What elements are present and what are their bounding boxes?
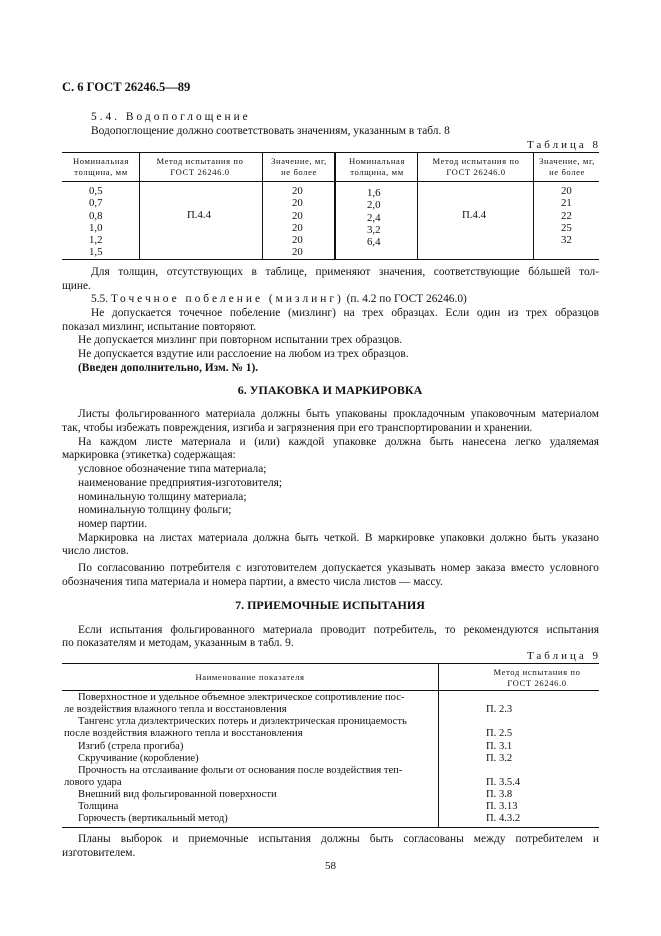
paragraph-line: показал мизлинг, испытание повторяют. <box>62 321 256 333</box>
table-cell: 1,0 <box>89 221 103 234</box>
t9-header-name: Наименование показателя <box>195 672 305 682</box>
table-cell: 3,2 <box>367 223 381 236</box>
table-row: Внешний вид фольгированной поверхности <box>78 789 277 800</box>
page-number: 58 <box>325 860 336 872</box>
table-cell: 0,5 <box>89 185 103 197</box>
table-cell: 25 <box>561 221 572 234</box>
paragraph-line: Маркировка на листах материала должна быть четкой. В маркировке упаковки должно быть указано <box>78 532 599 544</box>
section-5-5-number: 5.5. <box>91 293 109 305</box>
table-row: Поверхностное и удельное объемное электрическое сопротивление пос- <box>78 692 405 703</box>
t8-right-method: П.4.4 <box>462 209 486 221</box>
t8-left-method: П.4.4 <box>187 209 211 221</box>
t8-header-thickness: Номинальная толщина, мм <box>72 156 130 177</box>
table-cell: П. 3.2 <box>486 753 513 764</box>
table-row: Горючесть (вертикальный метод) <box>78 813 228 824</box>
table-cell: П. 3.5.4 <box>486 777 521 788</box>
table-cell: П. 3.8 <box>486 789 513 800</box>
table-cell: П. 2.3 <box>486 704 513 715</box>
t8-left-values-column <box>292 185 303 259</box>
table-cell: П. 3.13 <box>486 801 518 812</box>
table-row: лового удара <box>64 777 122 788</box>
table-row: Прочность на отслаивание фольги от основания после воздействия теп- <box>78 765 403 776</box>
paragraph-line: Для толщин, отсутствующих в таблице, применяют значения, соответствующие бóльшей тол- <box>91 266 599 278</box>
section-6-title: 6. УПАКОВКА И МАРКИРОВКА <box>237 383 423 397</box>
paragraph-line: Планы выборок и приемочные испытания должны быть согласованы между потребителем и <box>78 833 599 845</box>
section-5-5-title: Точечное побеление (мизлинг) <box>110 293 344 305</box>
paragraph-line: по показателям и методам, указанным в табл. 9. <box>62 637 294 649</box>
paragraph-line: Листы фольгированного материала должны быть упакованы прокладочным упаковочным материалом <box>78 408 599 420</box>
paragraph-line: обозначения типа материала и номера партии, а вместо числа листов — массу. <box>62 576 443 588</box>
paragraph-line: маркировка (этикетка) содержащая: <box>62 449 236 461</box>
paragraph-line: изготовителем. <box>62 847 136 859</box>
page-header: С. 6 ГОСТ 26246.5—89 <box>62 80 191 94</box>
table-cell: 20 <box>292 246 303 259</box>
table-9-caption: Таблица 9 <box>526 650 601 662</box>
table-row: ле воздействия влажного тепла и восстановления <box>64 704 287 715</box>
amendment-note: (Введен дополнительно, Изм. № 1). <box>78 362 259 374</box>
table-cell: 20 <box>292 197 303 210</box>
paragraph-line: Не допускается точечное побеление (мизлинг) на трех образцах. Если один из трех образцов <box>91 307 599 319</box>
table-cell: 2,4 <box>367 211 381 224</box>
section-5-4-title: 5.4. Водопоглощение <box>91 111 251 123</box>
paragraph-line: По согласованию потребителя с изготовителем допускается указывать номер заказа вместо условного <box>78 562 599 574</box>
table-cell: 1,6 <box>367 187 381 199</box>
table-cell: 20 <box>292 221 303 234</box>
table-row: Тангенс угла диэлектрических потерь и диэлектрическая проницаемость <box>78 716 407 727</box>
t8-right-thickness-column <box>367 187 381 248</box>
table-cell: П. 4.3.2 <box>486 813 521 824</box>
table-cell: 20 <box>292 185 303 197</box>
table-9 <box>62 663 599 828</box>
table-cell: 0,8 <box>89 209 103 222</box>
table-row: Толщина <box>78 801 119 812</box>
paragraph-line: щине. <box>62 280 91 292</box>
table-8-caption: Таблица 8 <box>526 139 601 151</box>
table-cell: 22 <box>561 209 572 222</box>
t8-header-value: Значение, мг, не более <box>271 156 327 177</box>
table-cell: П. 2.5 <box>486 728 513 739</box>
table-cell: 1,2 <box>89 234 103 247</box>
t9-header-method: Метод испытания по ГОСТ 26246.0 <box>493 667 581 688</box>
section-5-4-text: Водопоглощение должно соответствовать значениям, указанным в табл. 8 <box>91 125 450 137</box>
list-item: номинальную толщину фольги; <box>78 504 232 516</box>
t8-left-thickness-column <box>89 185 103 259</box>
table-cell: 20 <box>292 234 303 247</box>
t8-right-values-column <box>561 185 572 246</box>
t8-header-method-right: Метод испытания по ГОСТ 26246.0 <box>432 156 520 177</box>
table-row: Изгиб (стрела прогиба) <box>78 741 184 752</box>
table-cell: 1,5 <box>89 246 103 259</box>
table-cell: 6,4 <box>367 236 381 249</box>
t8-header-thickness-right: Номинальная толщина, мм <box>348 156 406 177</box>
list-item: условное обозначение типа материала; <box>78 463 267 475</box>
table-cell: 21 <box>561 197 572 210</box>
paragraph-line: Не допускается вздутие или расслоение на любом из трех образцов. <box>78 348 409 360</box>
section-7-title: 7. ПРИЕМОЧНЫЕ ИСПЫТАНИЯ <box>235 598 425 612</box>
paragraph-line: Не допускается мизлинг при повторном испытании трех образцов. <box>78 334 403 346</box>
t8-header-value-right: Значение, мг, не более <box>539 156 595 177</box>
paragraph-line: Если испытания фольгированного материала проводит потребитель, то рекомендуются испытания <box>78 624 599 636</box>
list-item: наименование предприятия-изготовителя; <box>78 477 283 489</box>
list-item: номер партии. <box>78 518 148 530</box>
table-cell: 20 <box>292 209 303 222</box>
paragraph-line: число листов. <box>62 545 129 557</box>
list-item: номинальную толщину материала; <box>78 491 247 503</box>
table-cell: 2,0 <box>367 199 381 212</box>
section-5-5-heading <box>91 293 467 306</box>
paragraph-line: На каждом листе материала и (или) каждой упаковке должна быть нанесена легко удаляемая <box>78 436 599 448</box>
paragraph-line: так, чтобы избежать повреждения, изгиба и загрязнения при его транспортировании и хранении. <box>62 422 533 434</box>
table-cell: П. 3.1 <box>486 741 513 752</box>
section-5-5-ref: (п. 4.2 по ГОСТ 26246.0) <box>346 293 467 305</box>
table-8 <box>62 152 599 260</box>
table-row: Скручивание (коробление) <box>78 753 199 764</box>
table-cell: 0,7 <box>89 197 103 210</box>
table-cell: 20 <box>561 185 572 197</box>
table-cell: 32 <box>561 234 572 247</box>
table-row: после воздействия влажного тепла и восстановления <box>64 728 303 739</box>
t8-header-method: Метод испытания по ГОСТ 26246.0 <box>156 156 244 177</box>
